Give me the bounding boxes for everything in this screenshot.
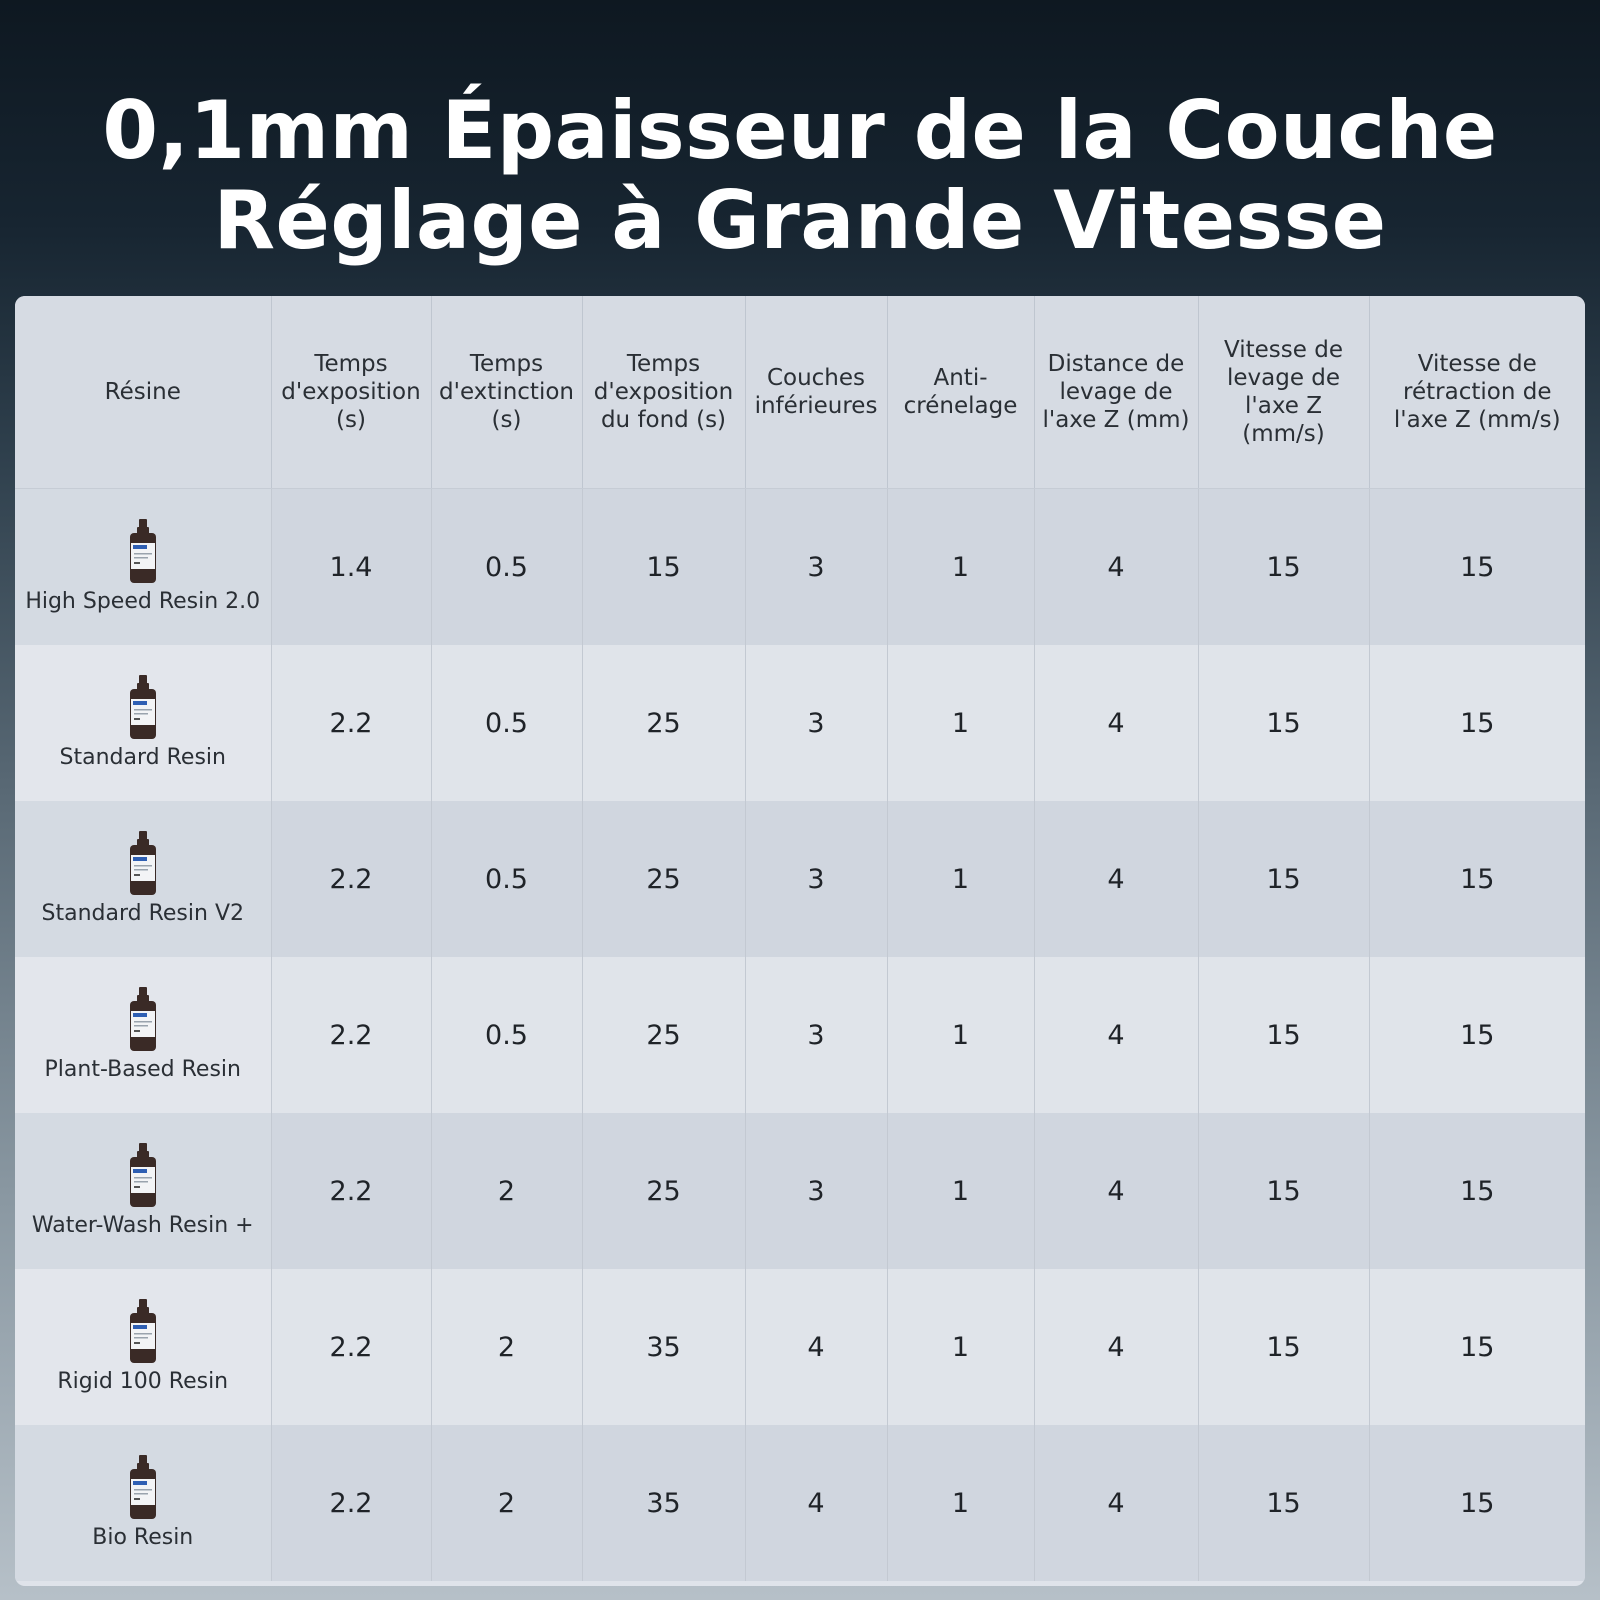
value-cell: 15 <box>1198 801 1369 957</box>
header-anti-aliasing: Anti-crénelage <box>887 296 1034 489</box>
resin-cell <box>15 1269 271 1425</box>
resin-bottle-icon <box>128 519 158 583</box>
resin-name: Plant-Based Resin <box>44 1057 241 1082</box>
title-line-2: Réglage à Grande Vitesse <box>213 174 1387 267</box>
value-cell: 4 <box>1034 489 1198 646</box>
value-cell: 2.2 <box>271 1425 431 1581</box>
value-cell: 3 <box>745 489 887 646</box>
value-cell: 15 <box>1369 489 1585 646</box>
resin-cell <box>15 645 271 801</box>
header-lift-speed: Vitesse de levage de l'axe Z (mm/s) <box>1198 296 1369 489</box>
value-cell: 4 <box>1034 1269 1198 1425</box>
value-cell: 25 <box>582 1113 745 1269</box>
value-cell: 3 <box>745 801 887 957</box>
value-cell: 15 <box>1369 1113 1585 1269</box>
value-cell: 2 <box>431 1425 582 1581</box>
value-cell: 2.2 <box>271 957 431 1113</box>
resin-cell <box>15 489 271 646</box>
value-cell: 0.5 <box>431 801 582 957</box>
value-cell: 2 <box>431 1113 582 1269</box>
value-cell: 15 <box>1369 645 1585 801</box>
header-bottom-exposure: Temps d'exposition du fond (s) <box>582 296 745 489</box>
value-cell: 15 <box>1369 801 1585 957</box>
value-cell: 0.5 <box>431 645 582 801</box>
value-cell: 15 <box>1198 489 1369 646</box>
value-cell: 2.2 <box>271 801 431 957</box>
resin-name: Rigid 100 Resin <box>57 1369 229 1394</box>
table-row <box>15 801 1585 957</box>
value-cell: 3 <box>745 1113 887 1269</box>
value-cell: 35 <box>582 1269 745 1425</box>
value-cell: 15 <box>1198 1425 1369 1581</box>
title-line-1: 0,1mm Épaisseur de la Couche <box>102 84 1498 177</box>
value-cell: 4 <box>1034 1425 1198 1581</box>
resin-name: Standard Resin V2 <box>41 901 244 926</box>
resin-bottle-icon <box>128 831 158 895</box>
value-cell: 4 <box>745 1425 887 1581</box>
resin-bottle-icon <box>128 1143 158 1207</box>
value-cell: 35 <box>582 1425 745 1581</box>
resin-name: Standard Resin <box>59 745 226 770</box>
header-lift-distance: Distance de levage de l'axe Z (mm) <box>1034 296 1198 489</box>
value-cell: 4 <box>745 1269 887 1425</box>
header-resin: Résine <box>15 296 271 489</box>
resin-bottle-icon <box>128 1455 158 1519</box>
settings-table-panel <box>15 296 1585 1586</box>
value-cell: 1 <box>887 801 1034 957</box>
value-cell: 4 <box>1034 957 1198 1113</box>
resin-bottle-icon <box>128 1299 158 1363</box>
value-cell: 1 <box>887 1425 1034 1581</box>
value-cell: 15 <box>582 489 745 646</box>
resin-bottle-icon <box>128 987 158 1051</box>
resin-cell <box>15 957 271 1113</box>
table-row <box>15 645 1585 801</box>
table-body <box>15 489 1585 1582</box>
resin-cell <box>15 1425 271 1581</box>
value-cell: 0.5 <box>431 489 582 646</box>
value-cell: 1.4 <box>271 489 431 646</box>
value-cell: 1 <box>887 489 1034 646</box>
settings-table <box>15 296 1585 1581</box>
table-row <box>15 1113 1585 1269</box>
value-cell: 15 <box>1369 1425 1585 1581</box>
value-cell: 25 <box>582 801 745 957</box>
table-row <box>15 1269 1585 1425</box>
header-retract-speed: Vitesse de rétraction de l'axe Z (mm/s) <box>1369 296 1585 489</box>
value-cell: 3 <box>745 645 887 801</box>
table-row <box>15 957 1585 1113</box>
value-cell: 3 <box>745 957 887 1113</box>
header-off-time: Temps d'extinction (s) <box>431 296 582 489</box>
table-row <box>15 489 1585 646</box>
resin-cell <box>15 801 271 957</box>
value-cell: 25 <box>582 957 745 1113</box>
value-cell: 1 <box>887 957 1034 1113</box>
value-cell: 15 <box>1369 957 1585 1113</box>
page-title <box>0 86 1600 266</box>
header-bottom-layers: Couches inférieures <box>745 296 887 489</box>
value-cell: 0.5 <box>431 957 582 1113</box>
resin-name: Bio Resin <box>92 1525 194 1550</box>
value-cell: 2.2 <box>271 1113 431 1269</box>
value-cell: 1 <box>887 1113 1034 1269</box>
resin-name: High Speed Resin 2.0 <box>25 589 261 614</box>
value-cell: 2 <box>431 1269 582 1425</box>
value-cell: 25 <box>582 645 745 801</box>
value-cell: 15 <box>1198 957 1369 1113</box>
value-cell: 1 <box>887 645 1034 801</box>
value-cell: 15 <box>1369 1269 1585 1425</box>
value-cell: 2.2 <box>271 645 431 801</box>
resin-bottle-icon <box>128 675 158 739</box>
header-row <box>15 296 1585 489</box>
value-cell: 4 <box>1034 645 1198 801</box>
value-cell: 15 <box>1198 645 1369 801</box>
resin-name: Water-Wash Resin + <box>31 1213 254 1238</box>
value-cell: 4 <box>1034 1113 1198 1269</box>
value-cell: 4 <box>1034 801 1198 957</box>
value-cell: 15 <box>1198 1113 1369 1269</box>
value-cell: 15 <box>1198 1269 1369 1425</box>
value-cell: 1 <box>887 1269 1034 1425</box>
value-cell: 2.2 <box>271 1269 431 1425</box>
resin-cell <box>15 1113 271 1269</box>
table-row <box>15 1425 1585 1581</box>
header-exposure-time: Temps d'exposition (s) <box>271 296 431 489</box>
